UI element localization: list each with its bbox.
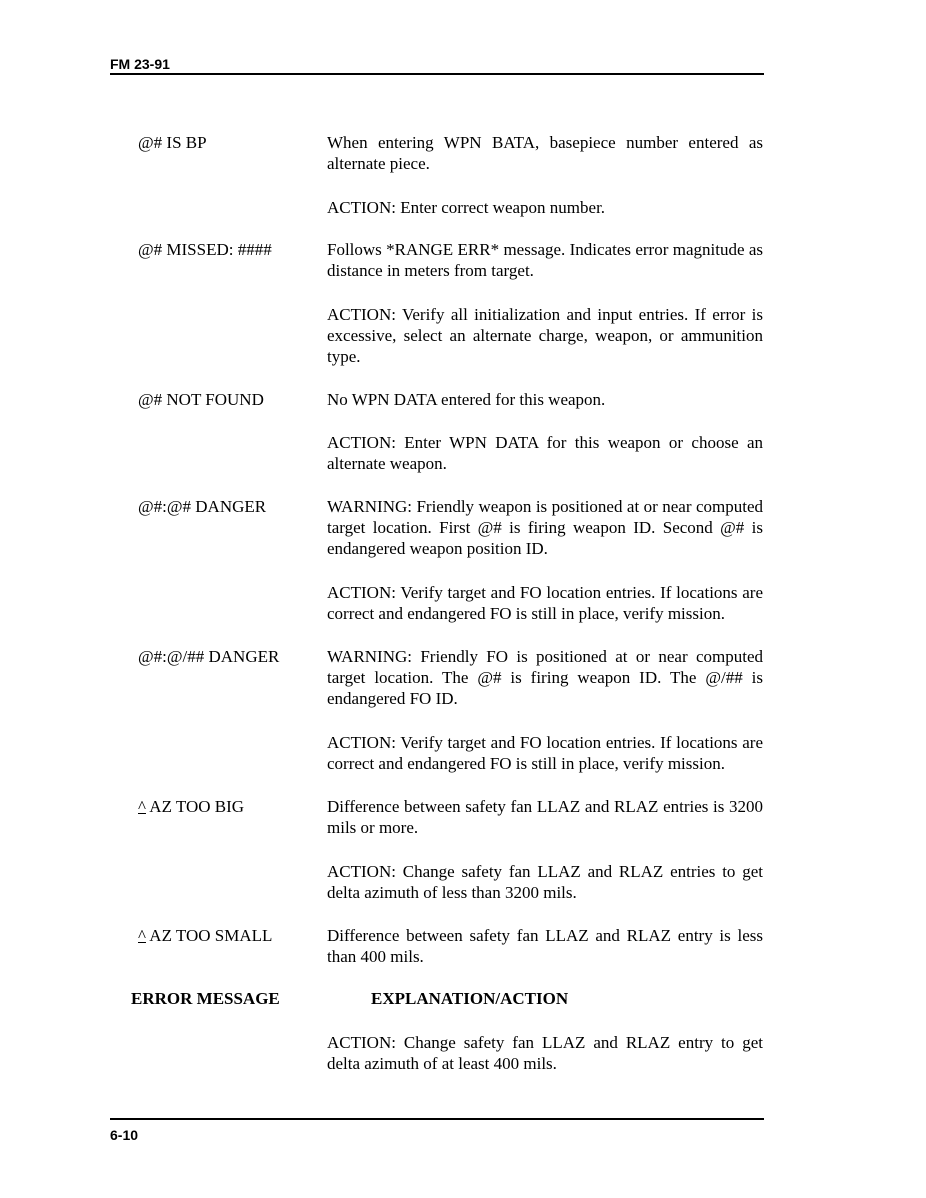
header-rule (110, 73, 764, 75)
error-message-term (138, 496, 318, 517)
action-text: ACTION: Verify target and FO location entries. If locations are correct and endangered FO is still in place, verify mission. (327, 733, 763, 773)
caret-symbol: ^ (138, 926, 146, 945)
footer-rule (110, 1118, 764, 1120)
column-header-explanation-action: EXPLANATION/ACTION (371, 989, 569, 1008)
action-text: ACTION: Change safety fan LLAZ and RLAZ entries to get delta azimuth of less than 3200 mils. (327, 862, 763, 902)
column-header-error-message: ERROR MESSAGE (131, 989, 280, 1008)
action-text: ACTION: Verify target and FO location entries. If locations are correct and endangered FO is still in place, verify mission. (327, 583, 763, 623)
term-text: @# IS BP (138, 133, 207, 152)
term-text: AZ TOO BIG (145, 797, 245, 816)
explanation-text: WARNING: Friendly weapon is positioned at or near computed target location. First @# is firing weapon ID. Second @# is endangered weapon position ID. (327, 497, 763, 558)
explanation-text: Follows *RANGE ERR* message. Indicates error magnitude as distance in meters from target. (327, 240, 763, 280)
term-text: @# NOT FOUND (138, 390, 264, 409)
term-text: @# MISSED: #### (138, 240, 272, 259)
action-text: ACTION: Enter WPN DATA for this weapon or choose an alternate weapon. (327, 433, 763, 473)
action-text: ACTION: Change safety fan LLAZ and RLAZ entry to get delta azimuth of at least 400 mils. (327, 1033, 763, 1073)
explanation-text: WARNING: Friendly FO is positioned at or near computed target location. The @# is firing weapon ID. The @/## is endangered FO ID. (327, 647, 763, 708)
explanation-text: Difference between safety fan LLAZ and RLAZ entries is 3200 mils or more. (327, 797, 763, 837)
error-message-term (138, 796, 318, 817)
explanation-text: No WPN DATA entered for this weapon. (327, 390, 606, 409)
caret-symbol: ^ (138, 797, 146, 816)
document-id: FM 23-91 (110, 56, 170, 72)
error-message-term (138, 132, 318, 153)
error-message-term (138, 239, 318, 260)
action-text: ACTION: Verify all initialization and input entries. If error is excessive, select an alternate charge, weapon, or ammunition type. (327, 305, 763, 366)
explanation-text: When entering WPN BATA, basepiece number entered as alternate piece. (327, 133, 763, 173)
term-text: @#:@# DANGER (138, 497, 267, 516)
error-message-term (138, 925, 318, 946)
error-message-term (138, 646, 318, 667)
term-text: @#:@/## DANGER (138, 647, 280, 666)
error-message-term (138, 389, 318, 410)
explanation-text: Difference between safety fan LLAZ and RLAZ entry is less than 400 mils. (327, 926, 763, 966)
action-text: ACTION: Enter correct weapon number. (327, 198, 606, 217)
page-number: 6-10 (110, 1127, 139, 1143)
term-text: AZ TOO SMALL (145, 926, 273, 945)
